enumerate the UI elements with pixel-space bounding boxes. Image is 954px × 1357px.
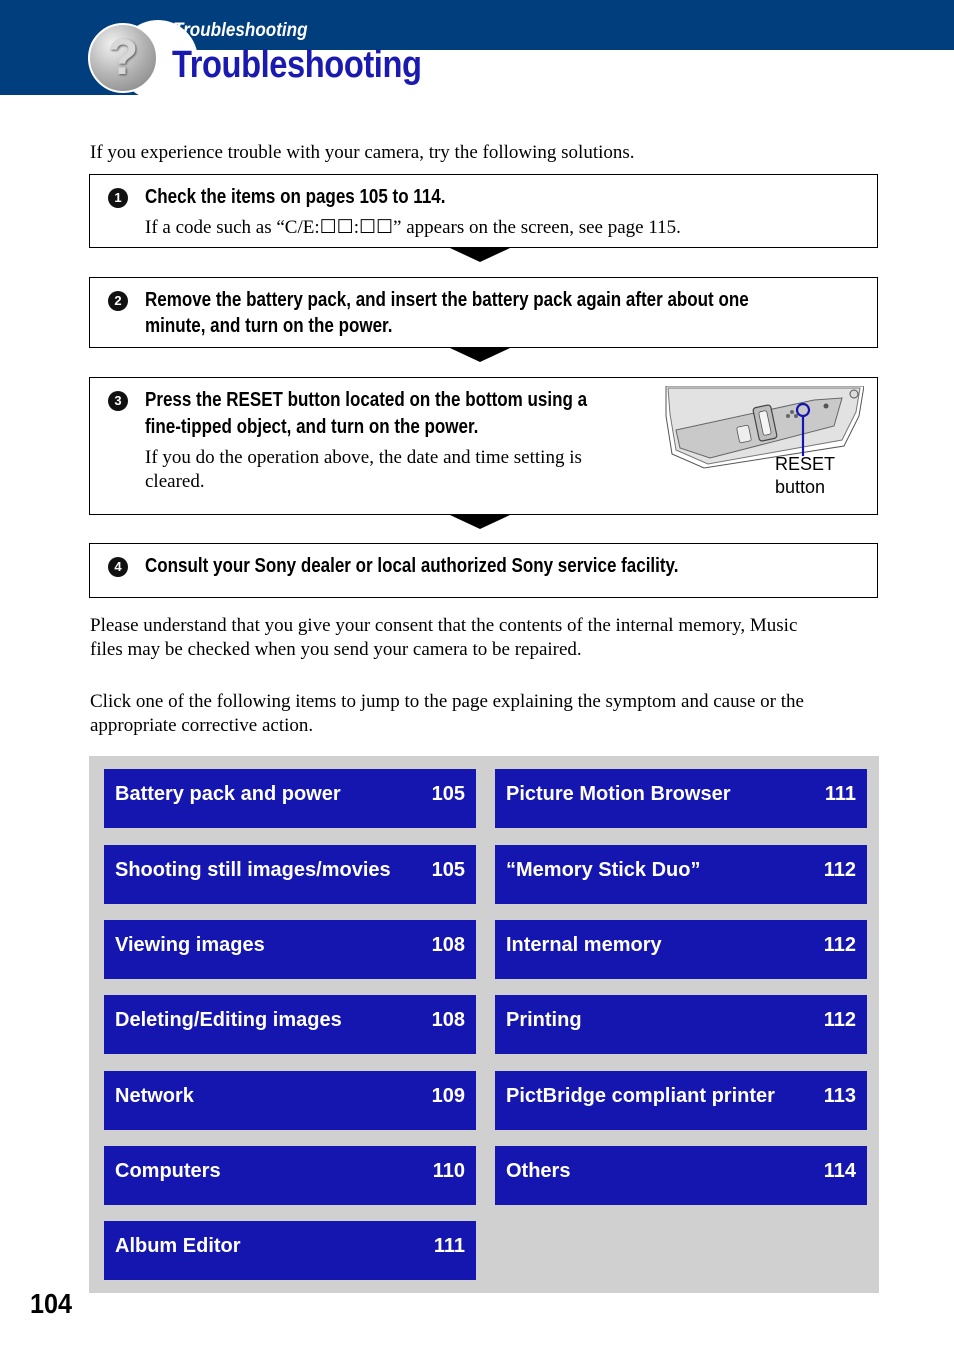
link-label: Internal memory bbox=[506, 934, 662, 956]
link-page: 109 bbox=[431, 1085, 465, 1107]
link-label: “Memory Stick Duo” bbox=[506, 859, 701, 881]
instruction-line2: appropriate corrective action. bbox=[90, 715, 314, 736]
breadcrumb: Troubleshooting bbox=[173, 20, 308, 41]
step-2-title-line1: Remove the battery pack, and insert the battery pack again after about one bbox=[145, 289, 749, 311]
link-page: 108 bbox=[431, 1009, 465, 1031]
consent-text bbox=[90, 614, 890, 662]
link-deleting-editing-images[interactable] bbox=[104, 995, 476, 1054]
link-page: 112 bbox=[823, 1009, 856, 1031]
step-1-title: Check the items on pages 105 to 114. bbox=[145, 186, 446, 208]
reset-label-line2: button bbox=[775, 477, 826, 497]
page-title: Troubleshooting bbox=[172, 44, 422, 86]
instruction-line1: Click one of the following items to jump to the page explaining the symptom and cause or the bbox=[90, 691, 804, 712]
down-arrow-icon bbox=[450, 248, 510, 262]
consent-line2: files may be checked when you send your camera to be repaired. bbox=[90, 639, 582, 660]
down-arrow-icon bbox=[450, 515, 510, 529]
link-printing[interactable] bbox=[495, 995, 867, 1054]
link-label: Others bbox=[506, 1160, 571, 1182]
step-number-2: 2 bbox=[108, 291, 128, 311]
link-label: Deleting/Editing images bbox=[115, 1009, 342, 1031]
link-page: 105 bbox=[431, 859, 465, 881]
link-page: 111 bbox=[824, 783, 856, 805]
link-viewing-images[interactable] bbox=[104, 920, 476, 979]
step-2-title-line2: minute, and turn on the power. bbox=[145, 315, 393, 337]
link-page: 112 bbox=[823, 934, 856, 956]
link-picture-motion-browser[interactable] bbox=[495, 769, 867, 828]
link-page: 113 bbox=[823, 1085, 856, 1107]
link-internal-memory[interactable] bbox=[495, 920, 867, 979]
link-label: Printing bbox=[506, 1009, 582, 1031]
down-arrow-icon bbox=[450, 348, 510, 362]
reset-button-label bbox=[775, 453, 835, 499]
step-3-note-line1: If you do the operation above, the date and time setting is bbox=[145, 447, 582, 468]
link-page: 111 bbox=[433, 1235, 465, 1257]
link-label: Battery pack and power bbox=[115, 783, 341, 805]
link-label: Network bbox=[115, 1085, 194, 1107]
page-number: 104 bbox=[30, 1288, 73, 1319]
link-battery-pack-and-power[interactable] bbox=[104, 769, 476, 828]
link-label: Computers bbox=[115, 1160, 221, 1182]
link-label: PictBridge compliant printer bbox=[506, 1085, 775, 1107]
step-1-box bbox=[89, 174, 878, 248]
reset-label-line1: RESET bbox=[775, 454, 836, 474]
step-number-4: 4 bbox=[108, 557, 128, 577]
consent-line1: Please understand that you give your consent that the contents of the internal memory, Music bbox=[90, 615, 798, 636]
link-label: Shooting still images/movies bbox=[115, 859, 391, 881]
link-label: Viewing images bbox=[115, 934, 265, 956]
step-2-box bbox=[89, 277, 878, 348]
step-4-title: Consult your Sony dealer or local authorized Sony service facility. bbox=[145, 555, 679, 577]
link-network[interactable] bbox=[104, 1071, 476, 1130]
link-pictbridge-compliant-printer[interactable] bbox=[495, 1071, 867, 1130]
step-3-note-line2: cleared. bbox=[145, 471, 205, 492]
step-3-title-line1: Press the RESET button located on the bottom using a bbox=[145, 389, 588, 411]
link-page: 112 bbox=[823, 859, 856, 881]
step-4-box bbox=[89, 543, 878, 598]
step-3-title-line2: fine-tipped object, and turn on the power. bbox=[145, 416, 479, 438]
link-page: 105 bbox=[431, 783, 465, 805]
link-album-editor[interactable] bbox=[104, 1221, 476, 1280]
step-1-note: If a code such as “C/E:☐☐:☐☐” appears on the screen, see page 115. bbox=[145, 217, 681, 238]
instruction-text bbox=[90, 690, 890, 738]
question-mark-icon: ? bbox=[88, 23, 158, 93]
link-others[interactable] bbox=[495, 1146, 867, 1205]
link-label: Picture Motion Browser bbox=[506, 783, 731, 805]
step-number-1: 1 bbox=[108, 188, 128, 208]
step-number-3: 3 bbox=[108, 391, 128, 411]
link-page: 114 bbox=[823, 1160, 856, 1182]
intro-text: If you experience trouble with your camera, try the following solutions. bbox=[90, 142, 635, 163]
link-computers[interactable] bbox=[104, 1146, 476, 1205]
link-memory-stick-duo[interactable] bbox=[495, 845, 867, 904]
link-label: Album Editor bbox=[115, 1235, 241, 1257]
link-shooting-still-images-movies[interactable] bbox=[104, 845, 476, 904]
link-page: 110 bbox=[432, 1160, 465, 1182]
link-page: 108 bbox=[431, 934, 465, 956]
